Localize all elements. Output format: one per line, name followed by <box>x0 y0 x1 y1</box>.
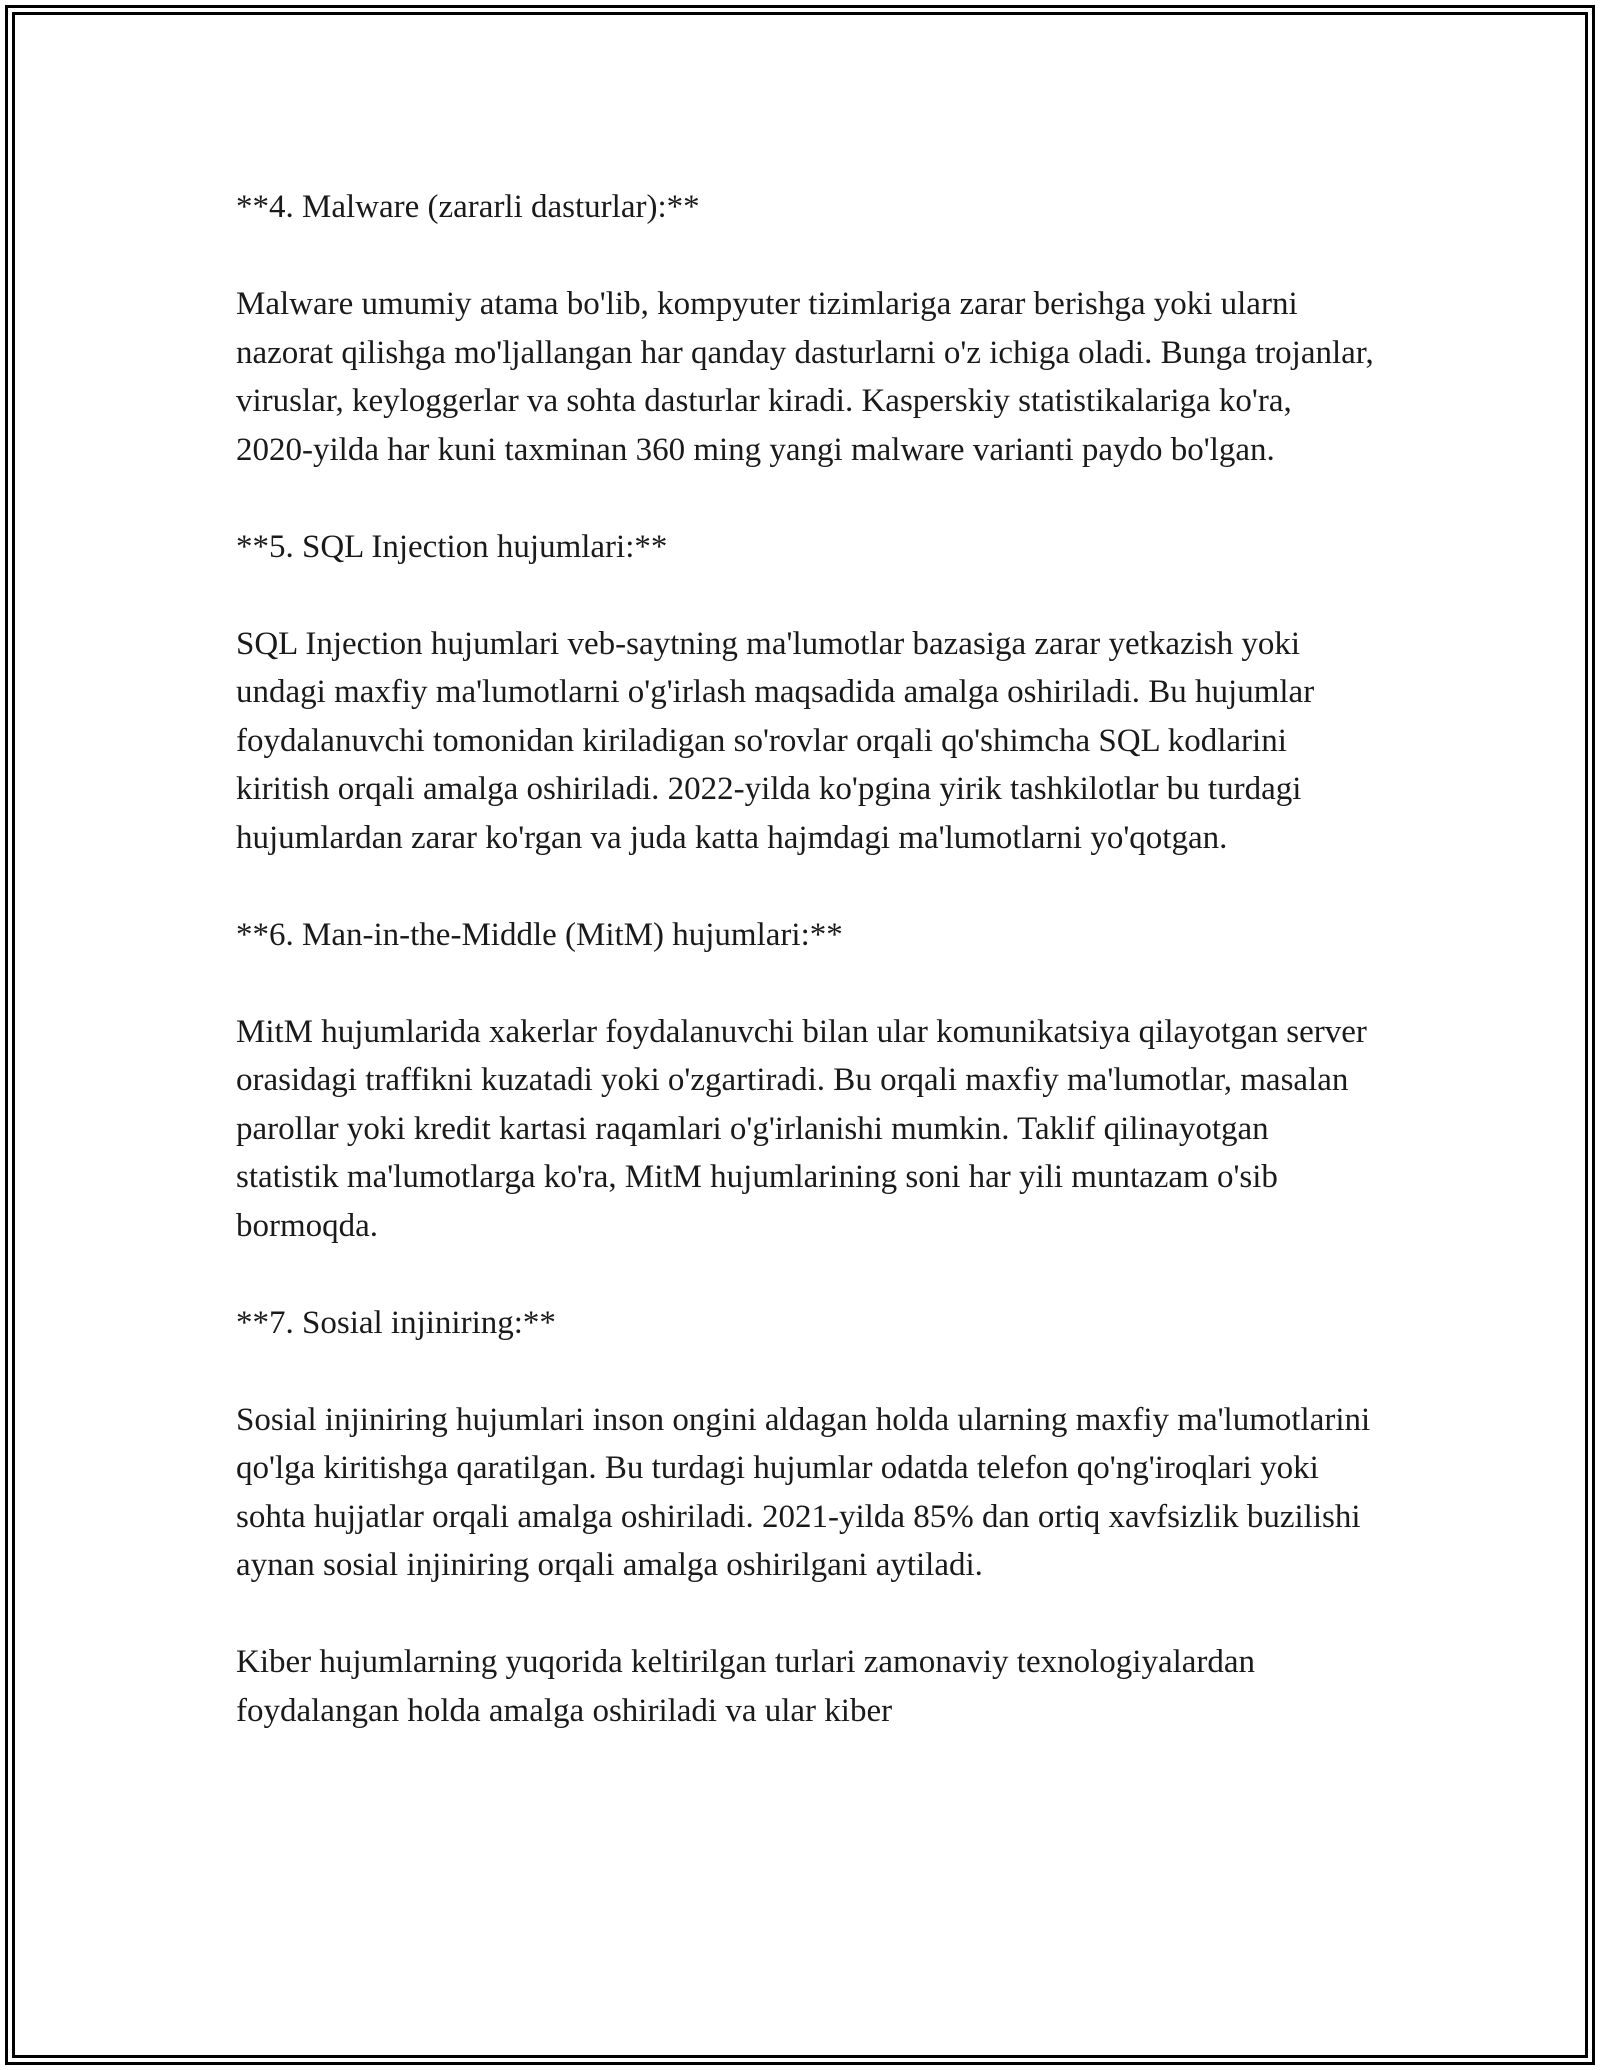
section-heading-social-engineering: **7. Sosial injiniring:** <box>236 1304 556 1341</box>
section-body-social-engineering: Sosial injiniring hujumlari inson ongini aldagan holda ularning maxfiy ma'lumotlarini qo'lga kiritishga qaratilgan. Bu turdagi hujumlar odatda telefon qo'ng'iroqlari yoki sohta hujjatlar orqali amalga oshiriladi. 2021-yilda 85% dan ortiq xavfsizlik buzilishi aynan sosial injiniring orqali amalga oshirilgani aytiladi. <box>236 1401 1371 1583</box>
section-body-mitm: MitM hujumlarida xakerlar foydalanuvchi bilan ular komunikatsiya qilayotgan server orasidagi traffikni kuzatadi yoki o'zgartiradi. Bu orqali maxfiy ma'lumotlar, masalan parollar yoki kredit kartasi raqamlari o'g'irlanishi mumkin. Taklif qilinayotgan statistik ma'lumotlarga ko'ra, MitM hujumlarining soni har yili muntazam o'sib bormoqda. <box>236 1013 1367 1244</box>
section-body-malware: Malware umumiy atama bo'lib, kompyuter tizimlariga zarar berishga yoki ularni nazorat qilishga mo'ljallangan har qanday dasturlarni o'z ichiga oladi. Bunga trojanlar, viruslar, keyloggerlar va sohta dasturlar kiradi. Kasperskiy statistikalariga ko'ra, 2020-yilda har kuni taxminan 360 ming yangi malware varianti paydo bo'lgan. <box>236 286 1374 468</box>
section-heading-sql-injection: **5. SQL Injection hujumlari:** <box>236 528 668 565</box>
section-body-sql-injection: SQL Injection hujumlari veb-saytning ma'lumotlar bazasiga zarar yetkazish yoki undagi maxfiy ma'lumotlarni o'g'irlash maqsadida amalga oshiriladi. Bu hujumlar foydalanuvchi tomonidan kiriladigan so'rovlar orqali qo'shimcha SQL kodlarini kiritish orqali amalga oshiriladi. 2022-yilda ko'pgina yirik tashkilotlar bu turdagi hujumlardan zarar ko'rgan va juda katta hajmdagi ma'lumotlarni yo'qotgan. <box>236 625 1315 856</box>
section-heading-mitm: **6. Man-in-the-Middle (MitM) hujumlari:** <box>236 916 843 953</box>
document-body <box>236 183 1376 1735</box>
closing-paragraph: Kiber hujumlarning yuqorida keltirilgan turlari zamonaviy texnologiyalardan foydalangan holda amalga oshiriladi va ular kiber <box>236 1644 1256 1729</box>
section-heading-malware: **4. Malware (zararli dasturlar):** <box>236 189 700 225</box>
